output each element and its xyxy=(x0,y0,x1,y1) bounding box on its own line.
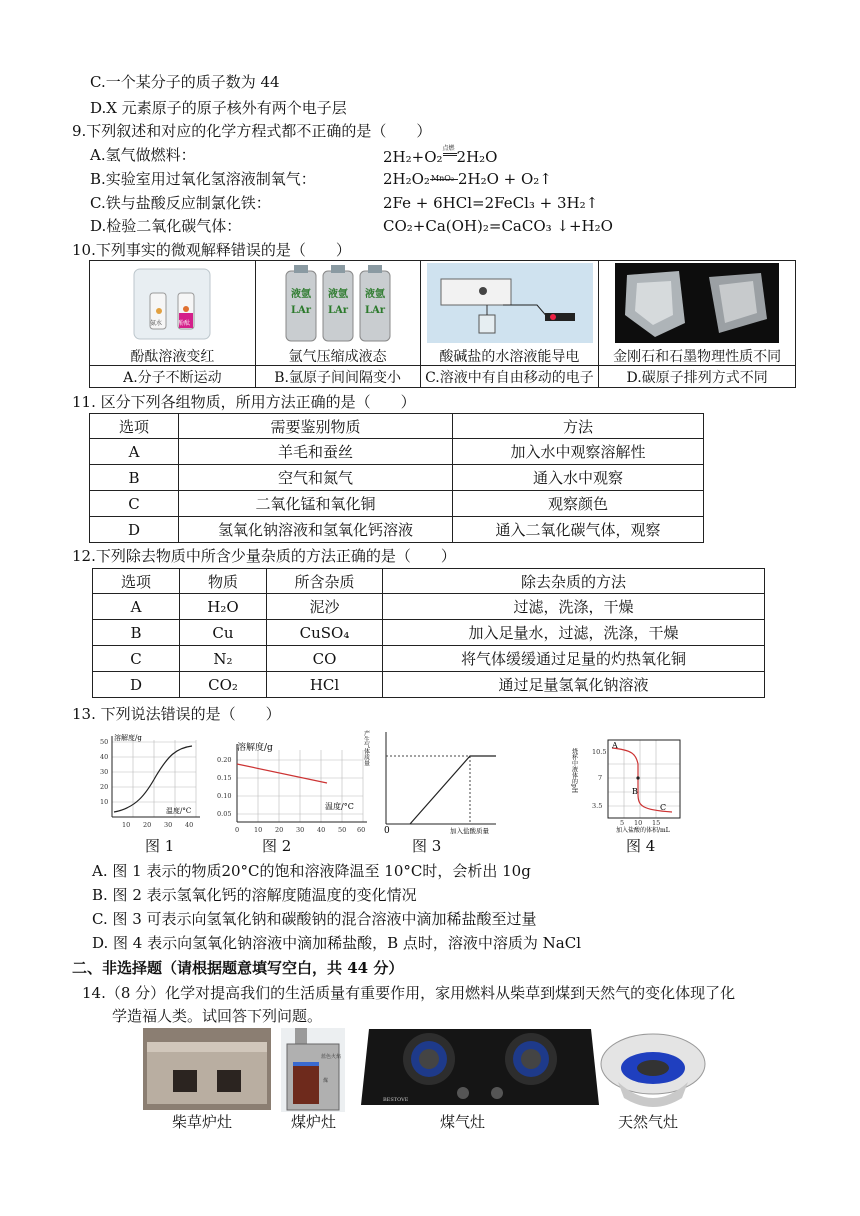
svg-text:7: 7 xyxy=(598,774,603,782)
figure-4-label: 图 4 xyxy=(626,837,656,855)
q10-caption-1: 酚酞溶液变红 xyxy=(130,349,215,365)
fig4-ylabel: 烧杯中液体的pH xyxy=(570,748,578,794)
q9-option-a-equation: 2H₂+O₂ 点燃 2H₂O xyxy=(383,145,497,167)
svg-text:40: 40 xyxy=(317,826,326,834)
svg-text:10: 10 xyxy=(634,819,643,827)
figure-3-chart xyxy=(362,722,502,834)
q12-header-impurity: 所含杂质 xyxy=(267,569,383,594)
diamond-graphite-illustration xyxy=(615,263,779,343)
fig1-xlabel: 温度/°C xyxy=(166,807,192,815)
figure-2-label: 图 2 xyxy=(262,837,292,855)
svg-text:15: 15 xyxy=(652,819,661,827)
bottle-label-ammonia: 氨水 xyxy=(150,320,163,327)
table-row: C 二氧化锰和氧化铜 观察颜色 xyxy=(90,491,704,517)
svg-text:5: 5 xyxy=(620,819,625,827)
q12-table xyxy=(92,568,765,698)
catalyst-label: MnO₂ xyxy=(430,174,455,183)
fig3-curve xyxy=(410,756,496,824)
svg-text:0.05: 0.05 xyxy=(217,810,232,818)
q10-answer-d: D.碳原子排列方式不同 xyxy=(599,366,796,388)
table-row: A 羊毛和蚕丝 加入水中观察溶解性 xyxy=(90,439,704,465)
q10-caption-3: 酸碱盐的水溶液能导电 xyxy=(439,349,580,365)
q10-cell-4 xyxy=(599,261,796,366)
svg-text:0.20: 0.20 xyxy=(217,756,232,764)
svg-text:30: 30 xyxy=(296,826,305,834)
q9-option-d-label: D.检验二氧化碳气体： xyxy=(90,217,242,235)
gas-stove-image xyxy=(359,1021,601,1113)
q9-option-b-label: B.实验室用过氧化氢溶液制氧气： xyxy=(90,170,316,188)
q12-header-method: 除去杂质的方法 xyxy=(383,569,765,594)
svg-text:煤: 煤 xyxy=(323,1078,329,1084)
fig2-line xyxy=(237,764,327,783)
figure-3-label: 图 3 xyxy=(412,837,442,855)
q11-stem: 11. 区分下列各组物质，所用方法正确的是（ ） xyxy=(72,393,416,411)
q14-line-2: 学造福人类。试回答下列问题。 xyxy=(112,1007,323,1025)
fig3-ylabel: 产生气体质量 xyxy=(362,730,370,766)
q10-table xyxy=(89,260,796,388)
q10-answer-c: C.溶液中有自由移动的电子 xyxy=(420,366,599,388)
fig3-xlabel: 加入盐酸质量 xyxy=(450,827,489,835)
conductivity-apparatus-illustration xyxy=(427,263,593,343)
beaker-illustration xyxy=(132,265,212,343)
table-row: D 氢氧化钠溶液和氢氧化钙溶液 通入二氧化碳气体，观察 xyxy=(90,517,704,543)
fig1-ylabel: 溶解度/g xyxy=(114,734,142,742)
q9-stem: 9.下列叙述和对应的化学方程式都不正确的是（ ） xyxy=(72,122,432,140)
svg-text:20: 20 xyxy=(275,826,284,834)
q12-header-substance: 物质 xyxy=(180,569,267,594)
svg-text:LAr: LAr xyxy=(327,305,348,316)
q10-stem: 10.下列事实的微观解释错误的是（ ） xyxy=(72,241,351,259)
q11-header-substances: 需要鉴别物质 xyxy=(179,414,453,439)
caption-coal-stove: 煤炉灶 xyxy=(291,1113,337,1131)
table-row: A H₂O 泥沙 过滤，洗涤，干燥 xyxy=(93,594,765,620)
fig2-xlabel: 温度/°C xyxy=(325,802,354,811)
q8-option-c: C.一个某分子的质子数为 44 xyxy=(90,73,280,91)
table-row: B 空气和氮气 通入水中观察 xyxy=(90,465,704,491)
svg-text:0.10: 0.10 xyxy=(217,792,232,800)
q9-option-d-equation: CO₂+Ca(OH)₂=CaCO₃ ↓+H₂O xyxy=(383,217,613,235)
coal-stove-image xyxy=(281,1028,345,1112)
svg-text:液氩: 液氩 xyxy=(290,289,311,300)
fig3-origin: 0 xyxy=(384,826,390,836)
svg-text:40: 40 xyxy=(185,821,194,829)
svg-text:20: 20 xyxy=(100,783,109,791)
q10-caption-2: 氩气压缩成液态 xyxy=(288,349,387,365)
svg-text:40: 40 xyxy=(100,753,109,761)
svg-text:50: 50 xyxy=(100,738,109,746)
natural-gas-stove-image xyxy=(598,1024,708,1110)
figure-1-chart xyxy=(96,730,206,835)
q12-stem: 12.下列除去物质中所含少量杂质的方法正确的是（ ） xyxy=(72,547,456,565)
q14-line-1: 14.（8 分）化学对提高我们的生活质量有重要作用，家用燃料从柴草到煤到天然气的变化体现了化 xyxy=(82,984,736,1002)
svg-text:BESTOVE: BESTOVE xyxy=(383,1097,409,1103)
svg-text:10.5: 10.5 xyxy=(592,748,607,756)
fig2-grid xyxy=(237,750,363,822)
svg-text:20: 20 xyxy=(143,821,152,829)
svg-text:10: 10 xyxy=(122,821,131,829)
argon-cylinders-illustration xyxy=(280,263,396,343)
table-row: D CO₂ HCl 通过足量氢氧化钠溶液 xyxy=(93,672,765,698)
q9-option-b-equation: 2H₂O₂ MnO₂ 2H₂O + O₂↑ xyxy=(383,170,552,188)
svg-text:3.5: 3.5 xyxy=(592,802,603,810)
figure-2-chart xyxy=(213,732,373,836)
caption-gas-stove: 煤气灶 xyxy=(440,1113,486,1131)
fig4-xlabel: 加入盐酸的体积/mL xyxy=(616,827,670,834)
q13-stem: 13. 下列说法错误的是（ ） xyxy=(72,705,281,723)
svg-text:30: 30 xyxy=(164,821,173,829)
svg-text:蓝色火焰: 蓝色火焰 xyxy=(321,1054,342,1060)
svg-text:0.15: 0.15 xyxy=(217,774,232,782)
svg-text:60: 60 xyxy=(357,826,366,834)
firewood-stove-image xyxy=(143,1028,271,1110)
q10-caption-4: 金刚石和石墨物理性质不同 xyxy=(613,349,782,365)
svg-text:30: 30 xyxy=(100,768,109,776)
table-row: C N₂ CO 将气体缓缓通过足量的灼热氧化铜 xyxy=(93,646,765,672)
q11-header-method: 方法 xyxy=(453,414,704,439)
svg-text:液氩: 液氩 xyxy=(327,289,348,300)
condition-label: 点燃 xyxy=(442,145,455,152)
q9-option-c-equation: 2Fe + 6HCl=2FeCl₃ + 3H₂↑ xyxy=(383,194,599,212)
svg-text:LAr: LAr xyxy=(290,305,311,316)
svg-text:LAr: LAr xyxy=(364,305,385,316)
q10-answer-b: B.氩原子间间隔变小 xyxy=(255,366,420,388)
svg-text:液氩: 液氩 xyxy=(364,289,385,300)
figure-1-label: 图 1 xyxy=(145,837,175,855)
caption-firewood-stove: 柴草炉灶 xyxy=(172,1113,233,1131)
q10-answer-a: A.分子不断运动 xyxy=(90,366,256,388)
caption-natural-gas-stove: 天然气灶 xyxy=(618,1113,679,1131)
q10-cell-1 xyxy=(90,261,256,366)
q13-option-a: A. 图 1 表示的物质20°C的饱和溶液降温至 10°C时，会析出 10g xyxy=(92,862,531,880)
q11-header-option: 选项 xyxy=(90,414,179,439)
q10-cell-3 xyxy=(420,261,599,366)
fig2-ylabel: 溶解度/g xyxy=(237,743,273,753)
table-row: B Cu CuSO₄ 加入足量水，过滤，洗涤，干燥 xyxy=(93,620,765,646)
svg-text:0: 0 xyxy=(235,826,240,834)
fig4-point-b xyxy=(636,776,639,779)
section-2-title: 二、非选择题（请根据题意填写空白，共 44 分） xyxy=(72,959,404,977)
q9-option-c-label: C.铁与盐酸反应制氯化铁： xyxy=(90,194,271,212)
q13-option-c: C. 图 3 可表示向氢氧化钠和碳酸钠的混合溶液中滴加稀盐酸至过量 xyxy=(92,910,537,928)
q13-option-d: D. 图 4 表示向氢氧化钠溶液中滴加稀盐酸，B 点时，溶液中溶质为 NaCl xyxy=(92,934,582,952)
svg-text:10: 10 xyxy=(100,798,109,806)
figure-4-chart xyxy=(572,734,692,834)
q12-header-option: 选项 xyxy=(93,569,180,594)
q9-option-a-label: A.氢气做燃料： xyxy=(90,146,196,164)
q8-option-d: D.X 元素原子的原子核外有两个电子层 xyxy=(90,99,347,117)
q10-cell-2 xyxy=(255,261,420,366)
fig4-point-c-label: C xyxy=(660,803,667,812)
fig4-point-b-label: B xyxy=(632,787,638,796)
svg-text:50: 50 xyxy=(338,826,347,834)
q11-table xyxy=(89,413,704,543)
q13-option-b: B. 图 2 表示氢氧化钙的溶解度随温度的变化情况 xyxy=(92,886,417,904)
fig4-point-a-label: A xyxy=(612,741,618,750)
bottle-label-phenolphthalein: 酚酞 xyxy=(178,320,191,327)
svg-text:10: 10 xyxy=(254,826,263,834)
